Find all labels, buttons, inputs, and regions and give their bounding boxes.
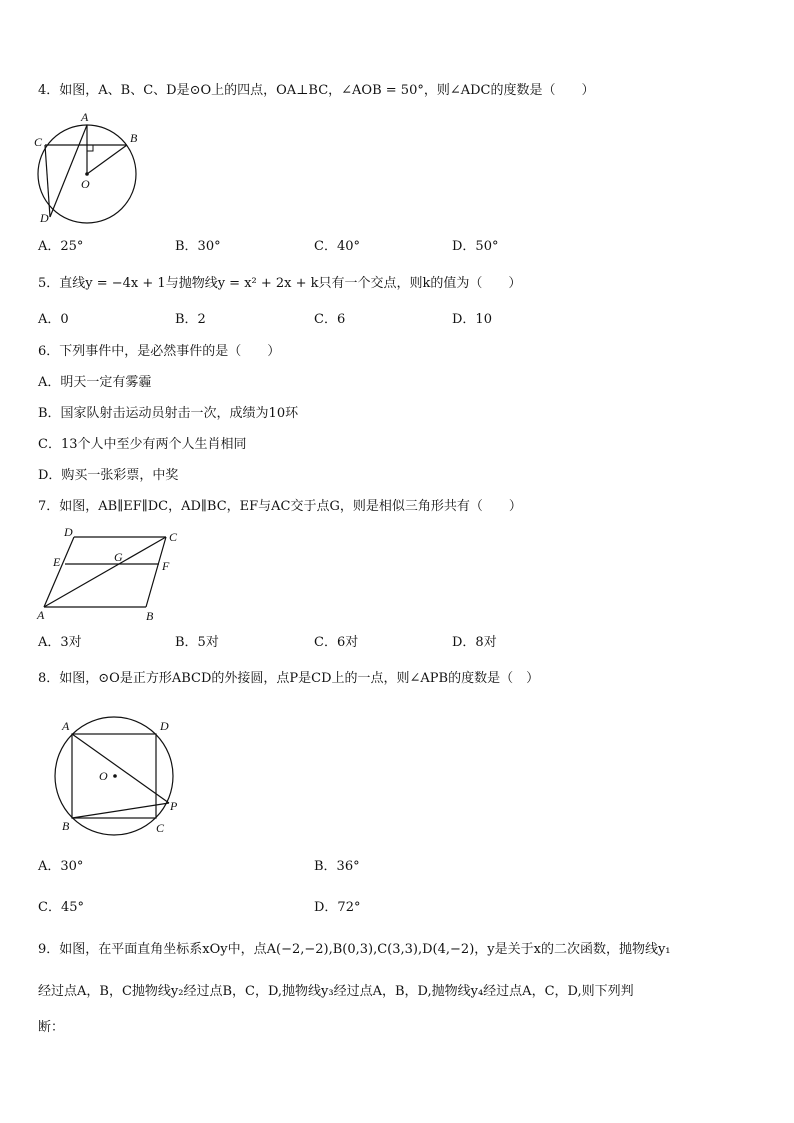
q8-option-c: C．45° <box>38 900 84 915</box>
q7-option-a: A．3对 <box>38 635 82 650</box>
q7-option-b: B．5对 <box>175 635 219 650</box>
q8-option-d: D．72° <box>314 900 361 915</box>
q5-option-a: A．0 <box>38 312 69 327</box>
q7-label-a: A <box>37 608 45 622</box>
q4-figure <box>30 108 150 230</box>
q7-option-c: C．6对 <box>314 635 359 650</box>
q5-option-c: C．6 <box>314 312 346 327</box>
q8-label-c: C <box>156 821 165 835</box>
q8-center-dot <box>113 774 117 778</box>
q7-label-g: G <box>114 550 123 564</box>
q4-stem: 4．如图，A、B、C、D是⊙O上的四点，OA⊥BC，∠AOB = 50°，则∠ADC的度数是（ ） <box>38 83 595 98</box>
q8-option-a: A．30° <box>38 859 84 874</box>
q8-label-a: A <box>62 719 70 733</box>
q7-stem: 7．如图，AB∥EF∥DC，AD∥BC，EF与AC交于点G，则是相似三角形共有（ ） <box>38 499 522 514</box>
q8-label-o: O <box>99 769 108 783</box>
q5-option-b: B．2 <box>175 312 206 327</box>
q9-line-2: 经过点A，B，C抛物线y₂经过点B，C，D,抛物线y₃经过点A，B，D,抛物线y₄经过点A，C，D,则下列判 <box>38 984 634 999</box>
q6-option-a: A．明天一定有雾霾 <box>38 375 152 390</box>
q9-line-1: 9．如图，在平面直角坐标系xOy中，点A(−2,−2),B(0,3),C(3,3),D(4,−2)，y是关于x的二次函数，抛物线y₁ <box>38 942 671 957</box>
q5-stem: 5．直线y = −4x + 1与抛物线y = x² + 2x + k只有一个交点，则k的值为（ ） <box>38 276 522 291</box>
q6-option-c: C．13个人中至少有两个人生肖相同 <box>38 437 247 452</box>
q4-label-d: D <box>40 211 49 225</box>
q4-option-d: D．50° <box>452 239 499 254</box>
q7-label-e: E <box>53 555 61 569</box>
q4-right-angle-mark <box>87 145 93 151</box>
q6-option-d: D．购买一张彩票，中奖 <box>38 468 179 483</box>
q7-label-d: D <box>64 525 73 539</box>
q9-line-3: 断： <box>38 1020 65 1035</box>
q8-segment-bp <box>72 803 169 818</box>
q7-segment-ad <box>44 537 74 607</box>
q7-option-d: D．8对 <box>452 635 497 650</box>
q7-label-c: C <box>169 530 178 544</box>
q8-figure <box>48 712 188 838</box>
q4-option-a: A．25° <box>38 239 84 254</box>
q7-label-b: B <box>146 609 154 623</box>
q6-option-b: B．国家队射击运动员射击一次，成绩为10环 <box>38 406 299 421</box>
q5-option-d: D．10 <box>452 312 492 327</box>
q4-label-o: O <box>81 177 90 191</box>
q6-stem: 6．下列事件中，是必然事件的是（ ） <box>38 344 281 359</box>
q4-label-a: A <box>81 110 89 124</box>
q8-label-p: P <box>170 799 178 813</box>
q7-segment-ac <box>44 537 166 607</box>
q8-label-d: D <box>160 719 169 733</box>
q8-segment-ap <box>72 734 169 803</box>
q8-stem: 8．如图，⊙O是正方形ABCD的外接圆，点P是CD上的一点，则∠APB的度数是（ ） <box>38 671 540 686</box>
q8-option-b: B．36° <box>314 859 360 874</box>
q4-center-dot <box>85 172 89 176</box>
q4-option-b: B．30° <box>175 239 221 254</box>
q4-segment-ad <box>50 125 87 217</box>
q8-label-b: B <box>62 819 70 833</box>
q4-segment-cd <box>45 145 50 217</box>
q4-option-c: C．40° <box>314 239 360 254</box>
q4-label-c: C <box>34 135 43 149</box>
q4-label-b: B <box>130 131 138 145</box>
q7-label-f: F <box>162 559 170 573</box>
q7-figure <box>34 524 194 624</box>
